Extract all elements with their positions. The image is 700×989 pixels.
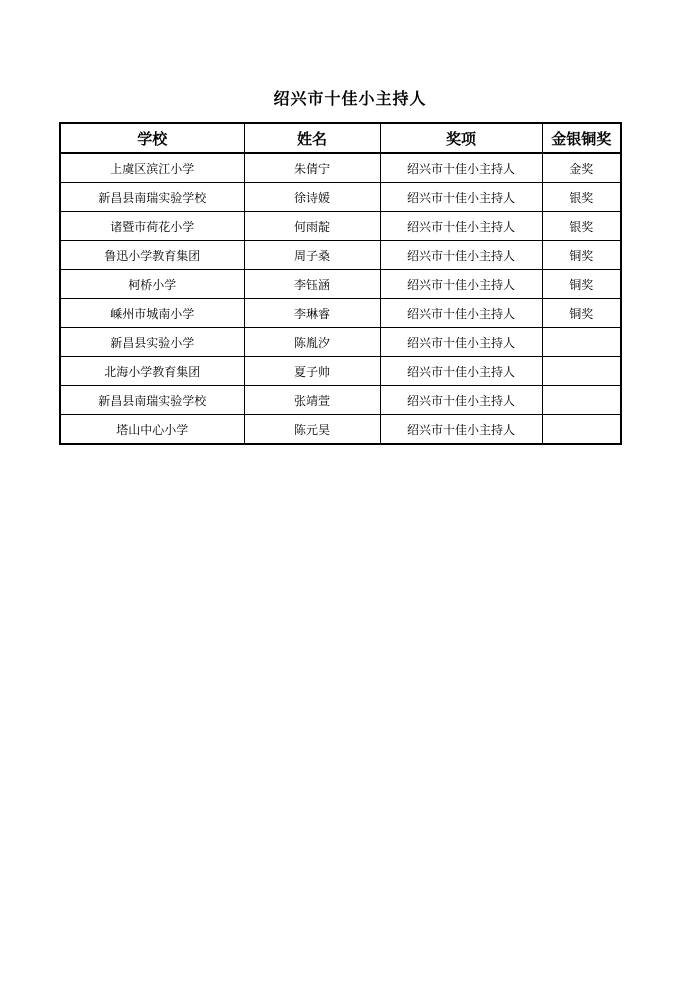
cell-name: 陈胤汐 xyxy=(244,328,380,357)
document-title: 绍兴市十佳小主持人 xyxy=(273,89,427,108)
header-award: 奖项 xyxy=(380,123,542,153)
cell-name: 徐诗媛 xyxy=(244,183,380,212)
cell-award: 绍兴市十佳小主持人 xyxy=(380,153,542,183)
cell-school: 嵊州市城南小学 xyxy=(60,299,244,328)
cell-award: 绍兴市十佳小主持人 xyxy=(380,328,542,357)
header-medal: 金银铜奖 xyxy=(542,123,621,153)
awards-table xyxy=(59,122,622,445)
table-header-row xyxy=(60,123,621,153)
cell-name: 何雨靛 xyxy=(244,212,380,241)
cell-name: 李钰涵 xyxy=(244,270,380,299)
cell-medal: 金奖 xyxy=(542,153,621,183)
cell-name: 张靖萱 xyxy=(244,386,380,415)
cell-award: 绍兴市十佳小主持人 xyxy=(380,270,542,299)
cell-medal xyxy=(542,386,621,415)
cell-school: 新昌县南瑞实验学校 xyxy=(60,386,244,415)
cell-school: 诸暨市荷花小学 xyxy=(60,212,244,241)
cell-school: 鲁迅小学教育集团 xyxy=(60,241,244,270)
cell-medal: 铜奖 xyxy=(542,241,621,270)
cell-medal: 银奖 xyxy=(542,183,621,212)
cell-award: 绍兴市十佳小主持人 xyxy=(380,386,542,415)
table-row xyxy=(60,299,621,328)
cell-medal: 银奖 xyxy=(542,212,621,241)
table-row xyxy=(60,183,621,212)
cell-name: 陈元昊 xyxy=(244,415,380,445)
cell-award: 绍兴市十佳小主持人 xyxy=(380,241,542,270)
cell-medal: 铜奖 xyxy=(542,270,621,299)
table-row xyxy=(60,153,621,183)
cell-medal xyxy=(542,328,621,357)
cell-school: 新昌县实验小学 xyxy=(60,328,244,357)
cell-school: 柯桥小学 xyxy=(60,270,244,299)
cell-name: 李琳睿 xyxy=(244,299,380,328)
cell-name: 朱倩宁 xyxy=(244,153,380,183)
header-name: 姓名 xyxy=(244,123,380,153)
table-row xyxy=(60,241,621,270)
table-row xyxy=(60,212,621,241)
cell-award: 绍兴市十佳小主持人 xyxy=(380,212,542,241)
header-school: 学校 xyxy=(60,123,244,153)
cell-award: 绍兴市十佳小主持人 xyxy=(380,415,542,445)
cell-school: 上虞区滨江小学 xyxy=(60,153,244,183)
table-row xyxy=(60,415,621,445)
cell-school: 新昌县南瑞实验学校 xyxy=(60,183,244,212)
table-row xyxy=(60,386,621,415)
cell-award: 绍兴市十佳小主持人 xyxy=(380,183,542,212)
cell-medal xyxy=(542,357,621,386)
cell-school: 北海小学教育集团 xyxy=(60,357,244,386)
table-row xyxy=(60,328,621,357)
table-row xyxy=(60,357,621,386)
cell-school: 塔山中心小学 xyxy=(60,415,244,445)
cell-medal: 铜奖 xyxy=(542,299,621,328)
cell-award: 绍兴市十佳小主持人 xyxy=(380,357,542,386)
cell-medal xyxy=(542,415,621,445)
cell-award: 绍兴市十佳小主持人 xyxy=(380,299,542,328)
cell-name: 夏子帅 xyxy=(244,357,380,386)
cell-name: 周子桑 xyxy=(244,241,380,270)
table-row xyxy=(60,270,621,299)
